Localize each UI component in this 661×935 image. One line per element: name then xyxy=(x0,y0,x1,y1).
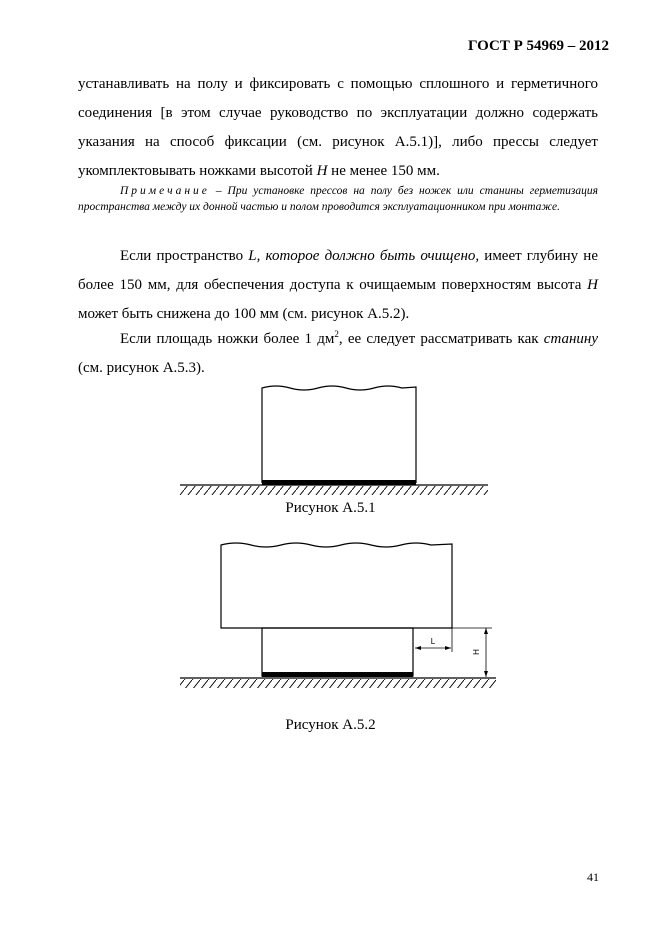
paragraph-2: Если пространство L, которое должно быть очищено, имеет глубину не более 150 мм, для обеспечения доступа к очищаемым поверхностям высота H может быть снижена до 100 мм (см. рисунок А.5.2). xyxy=(78,248,598,322)
dimension-h-label: H xyxy=(472,649,481,655)
arrow-icon xyxy=(415,646,421,650)
note-heading: Примечание xyxy=(120,185,210,197)
floor-hatching xyxy=(180,679,496,688)
seal-strip xyxy=(262,480,416,485)
press-base xyxy=(262,628,413,676)
figure-a51 xyxy=(180,386,488,495)
press-body xyxy=(221,543,452,628)
var-h: H xyxy=(316,163,328,179)
caption-figure-a52: Рисунок А.5.2 xyxy=(285,717,376,733)
arrow-icon xyxy=(445,646,451,650)
floor-hatching xyxy=(180,486,488,495)
var-h: H xyxy=(587,277,598,293)
var-l: L, которое должно быть очищено, xyxy=(248,248,480,264)
paragraph-3: Если площадь ножки более 1 $дм^2$, ее следует рассматривать как станину (см. рисунок А.5.3). xyxy=(78,329,598,376)
press-body xyxy=(262,386,416,483)
page-header: ГОСТ Р 54969 – 2012 xyxy=(467,38,609,54)
note-text: – При установке прессов на полу без ножек или станины герметизация пространства между их донной частью и полом проводится эксплуатационником при монтаже. xyxy=(78,185,598,213)
figure-a52 xyxy=(180,543,496,688)
seal-strip xyxy=(262,672,413,677)
arrow-icon xyxy=(484,671,488,677)
paragraph-1: устанавливать на полу и фиксировать с помощью сплошного и герметичного соединения [в этом случае руководство по эксплуатации должно содержать указания на способ фиксации (см. рисунок А.5.1)], либо прессы следует укомплектовывать ножками высотой H не менее 150 мм. xyxy=(78,76,598,179)
arrow-icon xyxy=(484,628,488,634)
page-number: 41 xyxy=(587,870,599,884)
dimension-l-label: L xyxy=(430,637,436,646)
caption-figure-a51: Рисунок А.5.1 xyxy=(285,500,376,516)
